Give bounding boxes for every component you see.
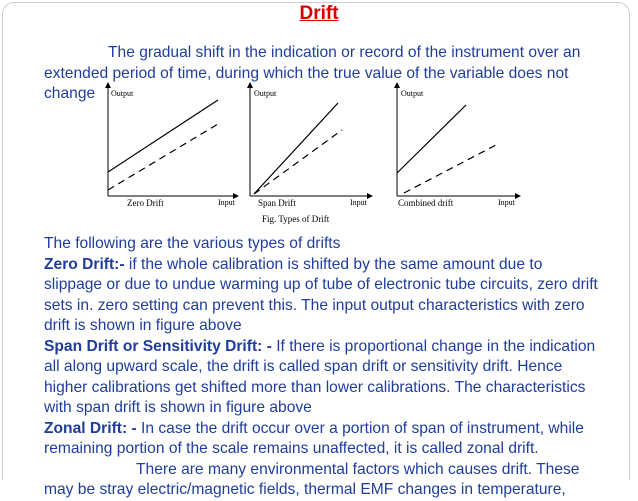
combined-drift-label: Combined drift [398, 198, 454, 208]
output-axis-label: Output [111, 89, 134, 98]
span-drift-paragraph [44, 337, 604, 419]
zonal-drift-text: In case the drift occur over a portion of span of instrument, while remaining portion of the scale remains unaffected, it is called zonal drift. [44, 419, 584, 457]
intro-text: The gradual shift in the indication or record of the instrument over an extended period of time, during which the true value of the variable does not change [44, 44, 581, 102]
input-axis-label: Input [350, 198, 367, 207]
output-axis-label: Output [254, 89, 277, 98]
ideal-line-dashed [108, 124, 218, 190]
zonal-drift-heading: Zonal Drift: - [44, 419, 137, 437]
output-axis-label: Output [401, 89, 424, 98]
types-intro: The following are the various types of drifts [44, 235, 341, 252]
ideal-line-dashed [254, 130, 342, 194]
factors-text: There are many environmental factors which causes drift. These may be stray electric/magnetic fields, thermal EMF changes in temperature, [44, 460, 580, 498]
span-drift-label: Span Drift [258, 198, 296, 208]
zero-drift-label: Zero Drift [127, 198, 164, 208]
combined-drift-graph [397, 85, 518, 208]
zero-drift-graph [108, 85, 236, 208]
zonal-drift-paragraph [44, 419, 604, 460]
drift-types-body [44, 234, 604, 501]
drift-line-solid [397, 105, 466, 173]
drift-line-solid [254, 103, 338, 194]
input-axis-label: Input [218, 198, 235, 207]
figure-caption: Fig. Types of Drift [262, 214, 330, 224]
drift-line-solid [108, 100, 218, 172]
span-drift-heading: Span Drift or Sensitivity Drift: - [44, 337, 272, 355]
span-drift-graph [250, 85, 370, 224]
zero-drift-paragraph [44, 255, 604, 337]
zero-drift-text: if the whole calibration is shifted by the same amount due to slippage or due to undue warming up of tube of electronic tube circuits, zero drift sets in. zero setting can prevent this. The input output characteristics with zero drift is shown in figure above [44, 255, 598, 334]
slide-title: Drift [299, 3, 339, 24]
zero-drift-heading: Zero Drift:- [44, 255, 125, 273]
input-axis-label: Input [498, 198, 515, 207]
span-drift-text: If there is proportional change in the indication all along upward scale, the drift is called span drift or sensitivity drift. Hence higher calibrations get shifted more than lower calibrations. The characteristics with span drift is shown in figure above [44, 337, 596, 416]
factors-paragraph [44, 460, 604, 501]
